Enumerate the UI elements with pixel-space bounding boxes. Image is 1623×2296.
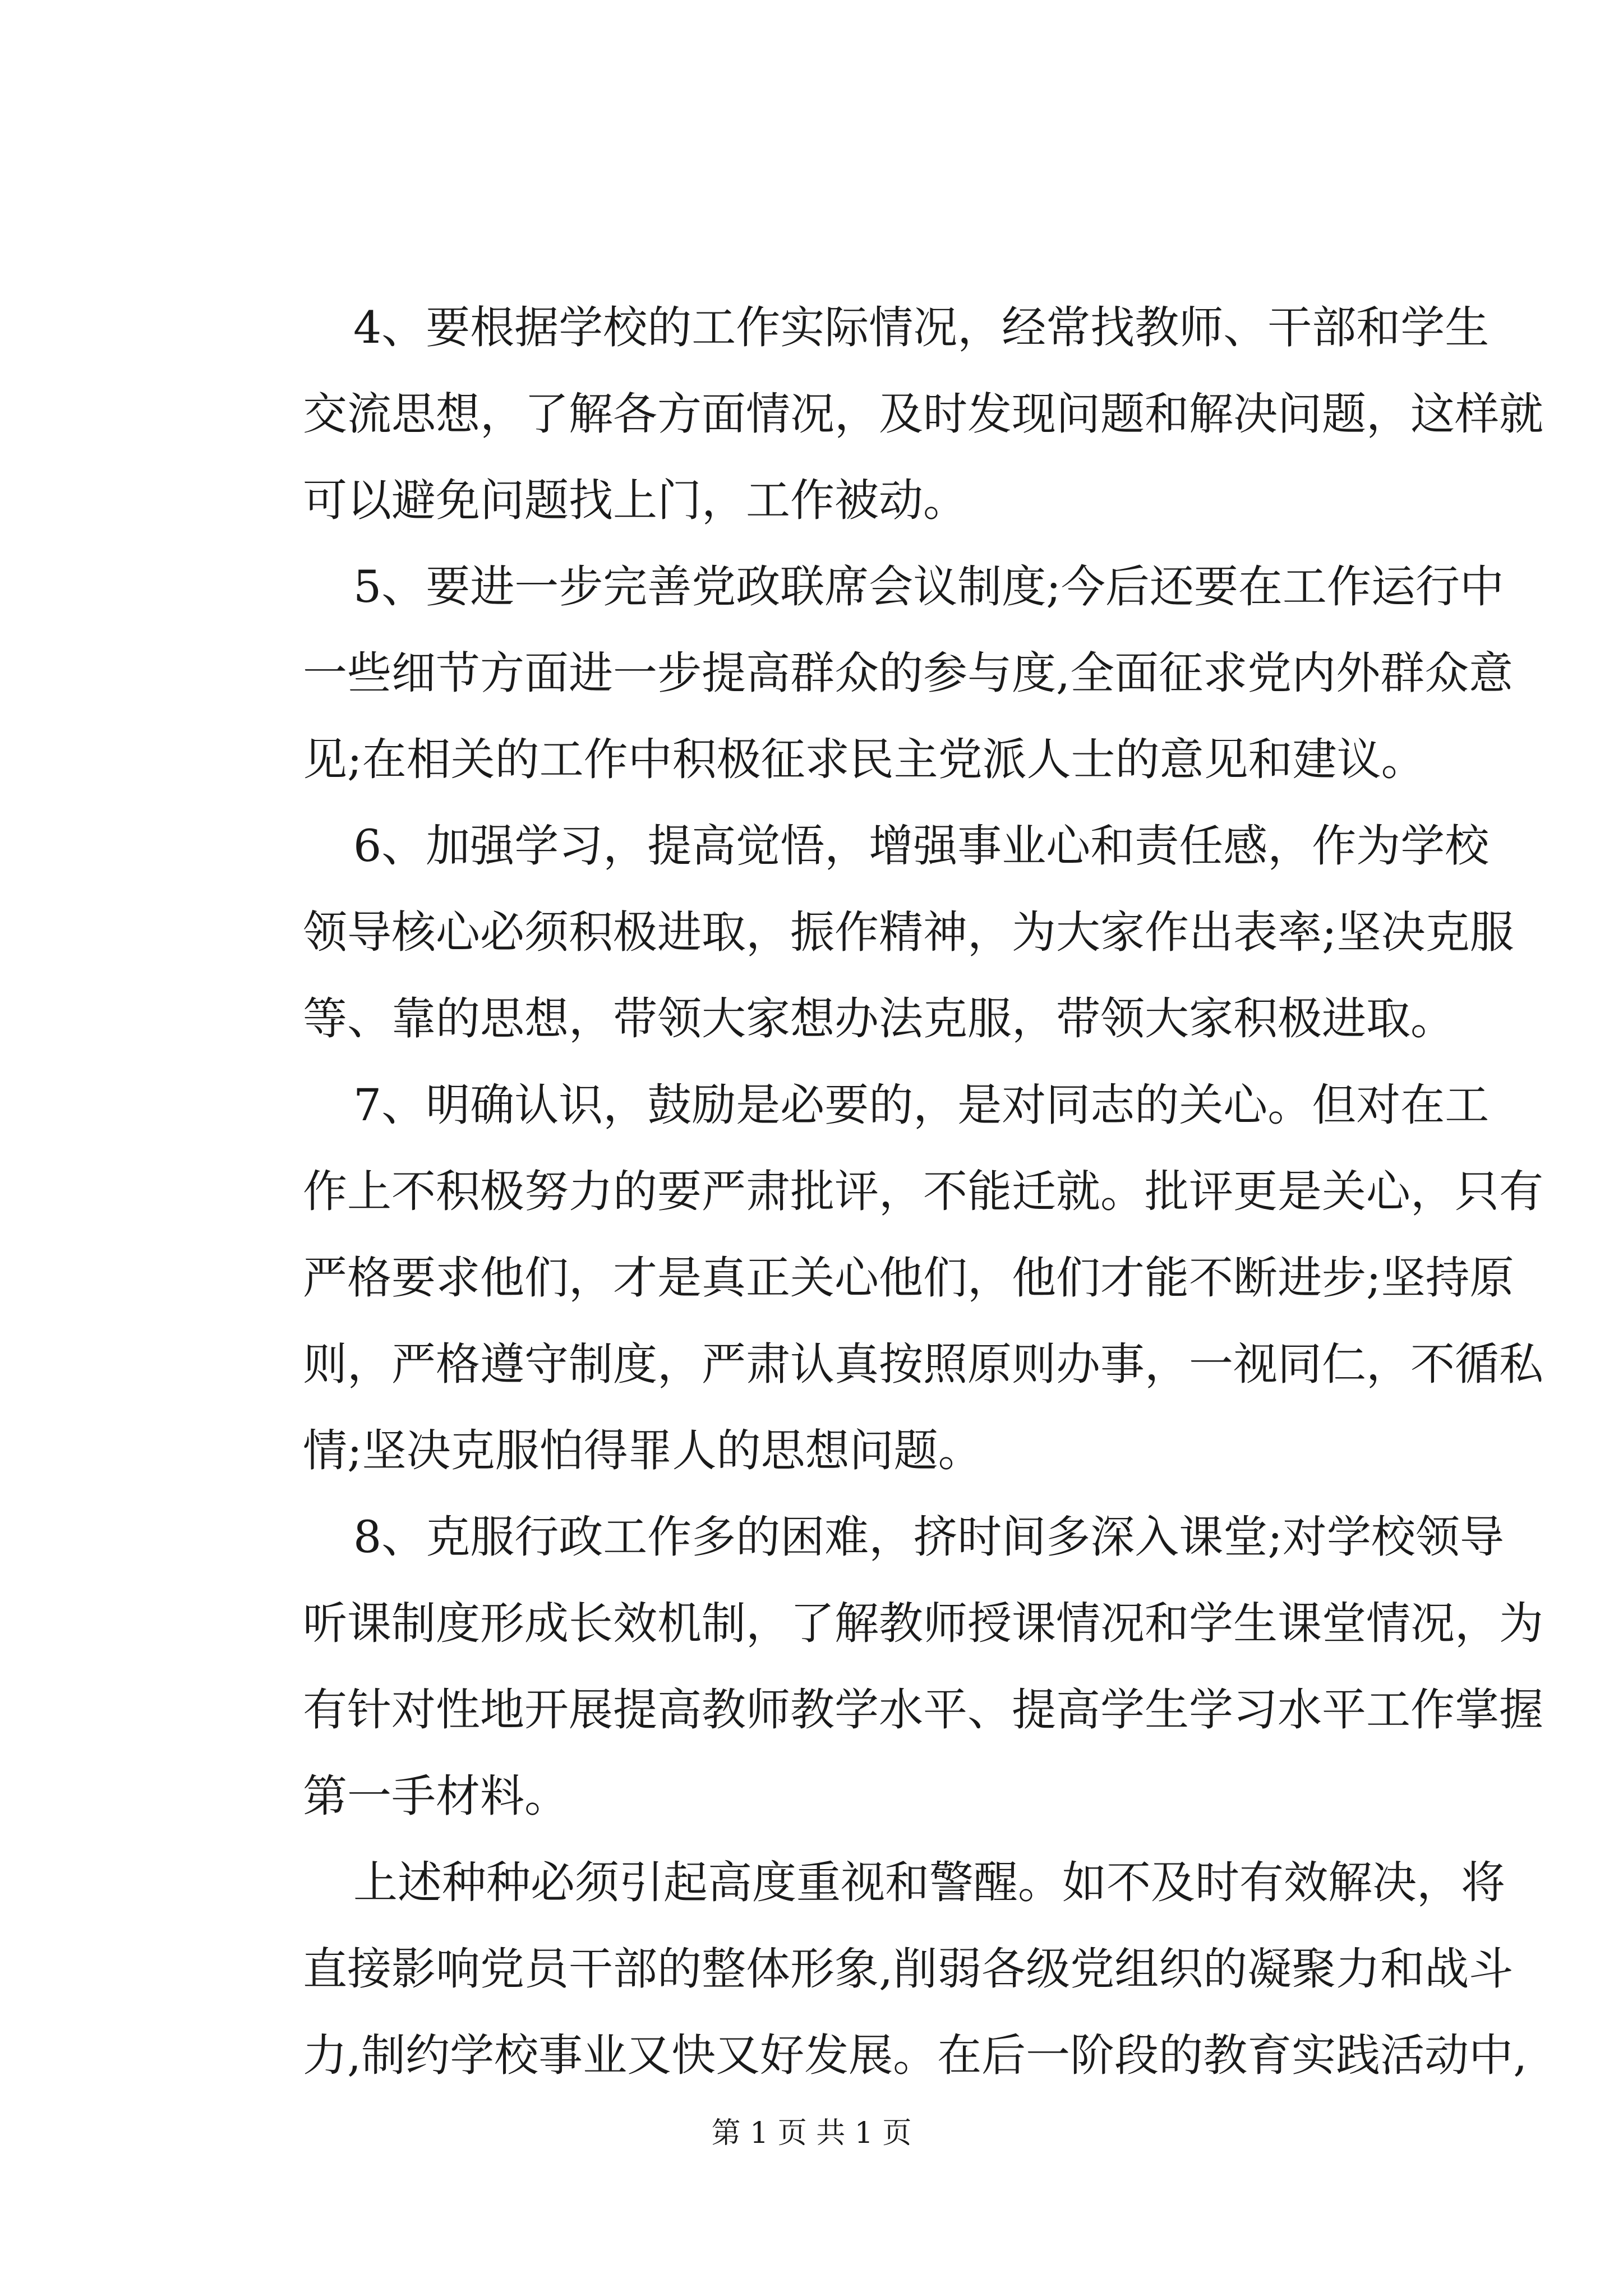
- text-line: 上述种种必须引起高度重视和警醒。如不及时有效解决，将: [353, 1857, 1505, 1908]
- text-line: 交流思想，了解各方面情况，及时发现问题和解决问题，这样就: [303, 388, 1543, 440]
- text-line: 见;在相关的工作中积极征求民主党派人士的意见和建议。: [303, 734, 1426, 785]
- text-line: 第一手材料。: [303, 1770, 569, 1822]
- text-line: 严格要求他们，才是真正关心他们，他们才能不断进步;坚持原: [303, 1252, 1514, 1304]
- text-line: 等、靠的思想，带领大家想办法克服，带领大家积极进取。: [303, 993, 1455, 1045]
- text-line: 7、明确认识，鼓励是必要的，是对同志的关心。但对在工: [353, 1079, 1490, 1131]
- text-line: 则，严格遵守制度，严肃认真按照原则办事，一视同仁，不循私: [303, 1338, 1543, 1390]
- text-line: 听课制度形成长效机制，了解教师授课情况和学生课堂情况，为: [303, 1598, 1543, 1649]
- text-line: 作上不积极努力的要严肃批评，不能迁就。批评更是关心，只有: [303, 1166, 1543, 1217]
- text-line: 一些细节方面进一步提高群众的参与度,全面征求党内外群众意: [303, 647, 1514, 699]
- text-line: 6、加强学习，提高觉悟，增强事业心和责任感，作为学校: [353, 820, 1490, 872]
- text-line: 8、克服行政工作多的困难，挤时间多深入课堂;对学校领导: [353, 1511, 1504, 1563]
- text-line: 可以避免问题找上门，工作被动。: [303, 475, 967, 526]
- text-line: 领导核心必须积极进取，振作精神，为大家作出表率;坚决克服: [303, 907, 1514, 958]
- text-line: 有针对性地开展提高教师教学水平、提高学生学习水平工作掌握: [303, 1684, 1543, 1736]
- text-line: 力,制约学校事业又快又好发展。在后一阶段的教育实践活动中,: [303, 2030, 1528, 2081]
- text-line: 5、要进一步完善党政联席会议制度;今后还要在工作运行中: [353, 561, 1504, 613]
- text-line: 直接影响党员干部的整体形象,削弱各级党组织的凝聚力和战斗: [303, 1943, 1514, 1995]
- page-footer: [0, 2109, 1623, 2151]
- text-line: 4、要根据学校的工作实际情况，经常找教师、干部和学生: [353, 302, 1490, 353]
- page-number-label: 第 1 页 共 1 页: [711, 2116, 912, 2150]
- text-line: 情;坚决克服怕得罪人的思想问题。: [303, 1425, 983, 1476]
- body-text: [303, 302, 1543, 2117]
